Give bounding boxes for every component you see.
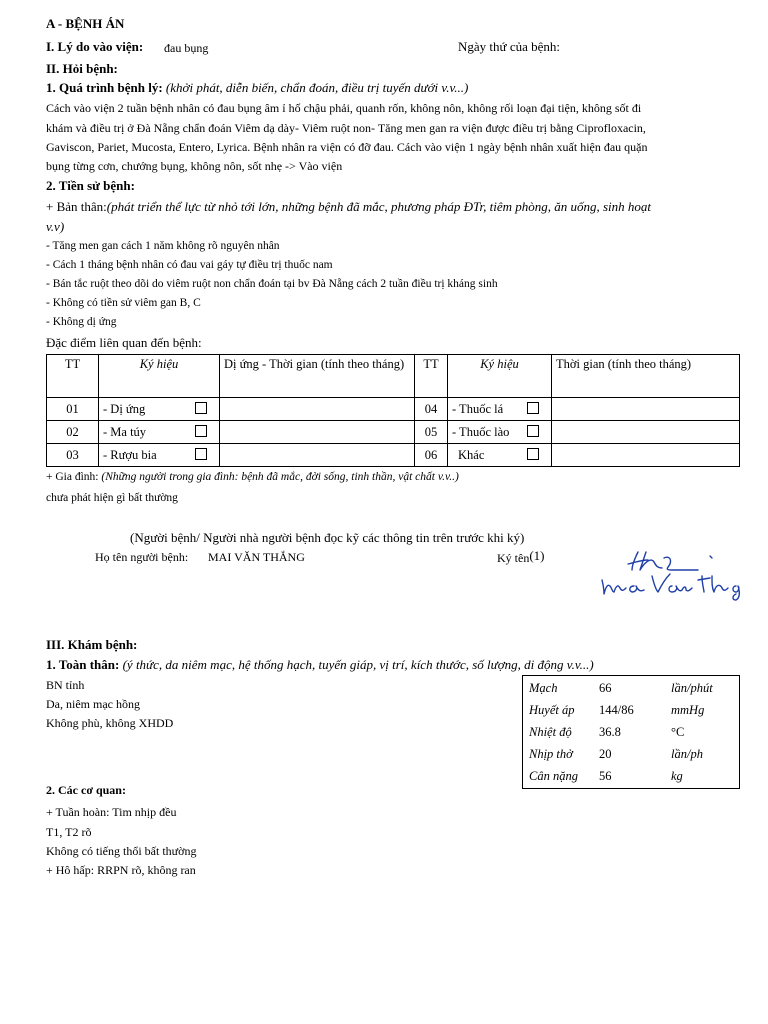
- col-header-tt-2: TT: [415, 355, 448, 398]
- vital-label: Cân nặng: [529, 768, 578, 783]
- self-hint: (phát triển thể lực từ nhỏ tới lớn, những bệnh đã mắc, phương pháp ĐTr, tiêm phòng, ăn uống, sinh hoạt: [106, 199, 652, 214]
- vital-unit: kg: [671, 768, 683, 783]
- organ-finding: + Tuần hoàn: Tim nhịp đều: [46, 805, 177, 819]
- vital-row-pulse: [525, 678, 737, 698]
- vital-value: 20: [599, 746, 612, 761]
- other-checkbox[interactable]: [527, 448, 539, 460]
- general-finding: BN tỉnh: [46, 678, 85, 692]
- general-hint: (ý thức, da niêm mạc, hệ thống hạch, tuyến giáp, vị trí, kích thước, số lượng, di động v.v...): [122, 657, 594, 672]
- patient-name-label: Họ tên người bệnh:: [95, 550, 189, 564]
- general-finding: Không phù, không XHDD: [46, 716, 174, 730]
- risk-item-cell: [448, 444, 552, 467]
- risk-item-label: - Thuốc lá: [452, 401, 504, 416]
- family-history-heading: [46, 471, 459, 483]
- table-header-row: [47, 355, 740, 398]
- drugs-checkbox[interactable]: [195, 425, 207, 437]
- col-header-allergy-time: Dị ứng - Thời gian (tính theo tháng): [220, 355, 415, 398]
- row-number: 03: [47, 444, 99, 467]
- vital-row-temperature: [525, 722, 737, 742]
- vital-unit: lần/ph: [671, 746, 703, 761]
- self-history-line: - Không dị ứng: [46, 316, 117, 328]
- risk-item-label: - Dị ứng: [103, 401, 146, 416]
- table-row: [47, 421, 740, 444]
- vital-row-weight: [525, 766, 737, 786]
- vital-unit: lần/phút: [671, 680, 713, 695]
- vital-label: Mạch: [529, 680, 558, 695]
- col-header-tt: TT: [47, 355, 99, 398]
- course-line: Cách vào viện 2 tuần bệnh nhân có đau bụng âm ỉ hố chậu phải, quanh rốn, không nôn, không rối loạn đại tiện, không sốt đi: [46, 101, 642, 115]
- col-header-time: Thời gian (tính theo tháng): [552, 355, 740, 398]
- organ-finding: T1, T2 rõ: [46, 825, 92, 839]
- course-heading: [46, 80, 468, 96]
- table-row: [47, 398, 740, 421]
- reason-label: I. Lý do vào viện:: [46, 39, 144, 54]
- sign-label: [497, 548, 545, 566]
- time-cell: [220, 421, 415, 444]
- row-number: 05: [415, 421, 448, 444]
- course-line: khám và điều trị ở Đà Nẵng chẩn đoán Viêm dạ dày- Viêm ruột non- Tăng men gan ra viện được điều trị bằng Ciprofloxacin,: [46, 121, 646, 135]
- self-hint-cont: v.v): [46, 219, 65, 234]
- col-header-symbol-2: Ký hiệu: [448, 355, 552, 398]
- self-history-heading: [46, 199, 651, 215]
- organ-finding: + Hô hấp: RRPN rõ, không ran: [46, 863, 196, 877]
- allergy-checkbox[interactable]: [195, 402, 207, 414]
- risk-item-label: - Rượu bia: [103, 447, 157, 462]
- risk-item-cell: [99, 421, 220, 444]
- related-features-label: Đặc điểm liên quan đến bệnh:: [46, 335, 202, 350]
- vital-unit: °C: [671, 724, 685, 739]
- vital-label: Nhiệt độ: [529, 724, 572, 739]
- family-history-value: chưa phát hiện gì bất thường: [46, 492, 178, 504]
- self-history-line: - Tăng men gan cách 1 năm không rõ nguyên nhân: [46, 240, 280, 252]
- section-a-title: A - BỆNH ÁN: [46, 16, 125, 31]
- alcohol-checkbox[interactable]: [195, 448, 207, 460]
- time-cell: [552, 421, 740, 444]
- day-of-illness-label: Ngày thứ của bệnh:: [458, 39, 560, 54]
- row-number: 02: [47, 421, 99, 444]
- vital-label: Nhịp thở: [529, 746, 573, 761]
- row-number: 04: [415, 398, 448, 421]
- history-title: II. Hỏi bệnh:: [46, 61, 118, 76]
- vital-value: 36.8: [599, 724, 621, 739]
- time-cell: [552, 444, 740, 467]
- row-number: 01: [47, 398, 99, 421]
- course-label: 1. Quá trình bệnh lý:: [46, 80, 163, 95]
- patient-name-value: MAI VĂN THẮNG: [208, 550, 305, 564]
- time-cell: [220, 444, 415, 467]
- sign-label-text: Ký tên: [497, 551, 530, 565]
- table-row: [47, 444, 740, 467]
- risk-item-label: - Thuốc lào: [452, 424, 510, 439]
- self-history-line: - Không có tiền sử viêm gan B, C: [46, 297, 201, 309]
- col-header-symbol: Ký hiệu: [99, 355, 220, 398]
- family-label: + Gia đình:: [46, 471, 99, 483]
- sign-label-footnote: (1): [529, 548, 545, 563]
- vital-signs-table: [522, 675, 740, 789]
- vital-row-respiration: [525, 744, 737, 764]
- vital-unit: mmHg: [671, 702, 705, 717]
- signature-notice: (Người bệnh/ Người nhà người bệnh đọc kỹ các thông tin trên trước khi ký): [130, 530, 525, 545]
- vital-value: 66: [599, 680, 612, 695]
- patient-signature: [598, 546, 744, 602]
- course-line: bụng từng cơn, chướng bụng, không nôn, sốt nhẹ -> Vào viện: [46, 159, 343, 173]
- vital-value: 56: [599, 768, 612, 783]
- risk-item-cell: [99, 398, 220, 421]
- risk-item-cell: [448, 398, 552, 421]
- pipe-tobacco-checkbox[interactable]: [527, 425, 539, 437]
- self-history-line: - Bán tắc ruột theo dõi do viêm ruột non chẩn đoán tại bv Đà Nẵng cách 2 tuần điều trị kháng sinh: [46, 278, 498, 290]
- vital-row-blood-pressure: [525, 700, 737, 720]
- course-hint: (khởi phát, diễn biến, chẩn đoán, điều trị tuyến dưới v.v...): [165, 80, 469, 95]
- vital-label: Huyết áp: [529, 702, 575, 717]
- organs-label: 2. Các cơ quan:: [46, 783, 126, 797]
- time-cell: [552, 398, 740, 421]
- family-hint: (Những người trong gia đình: bệnh đã mắc, đời sống, tinh thần, vật chất v.v..): [101, 471, 459, 483]
- past-history-label: 2. Tiền sử bệnh:: [46, 178, 135, 193]
- time-cell: [220, 398, 415, 421]
- course-line: Gaviscon, Pariet, Mucosta, Entero, Lyrica. Bệnh nhân ra viện có đỡ đau. Cách vào viện 1 ngày bệnh nhân xuất hiện đau quặn: [46, 140, 648, 154]
- reason-value: đau bụng: [164, 41, 209, 55]
- risk-item-cell: [99, 444, 220, 467]
- risk-item-label: - Ma túy: [103, 424, 147, 439]
- organ-finding: Không có tiếng thổi bất thường: [46, 844, 197, 858]
- risk-factor-table: [46, 354, 740, 467]
- tobacco-checkbox[interactable]: [527, 402, 539, 414]
- vital-value: 144/86: [599, 702, 634, 717]
- general-exam-heading: [46, 657, 594, 673]
- row-number: 06: [415, 444, 448, 467]
- self-history-line: - Cách 1 tháng bệnh nhân có đau vai gáy tự điều trị thuốc nam: [46, 259, 333, 271]
- risk-item-label: Khác: [458, 447, 485, 462]
- general-finding: Da, niêm mạc hồng: [46, 697, 140, 711]
- risk-item-cell: [448, 421, 552, 444]
- self-label: + Bản thân:: [46, 199, 107, 214]
- general-label: 1. Toàn thân:: [46, 657, 120, 672]
- exam-title: III. Khám bệnh:: [46, 637, 138, 652]
